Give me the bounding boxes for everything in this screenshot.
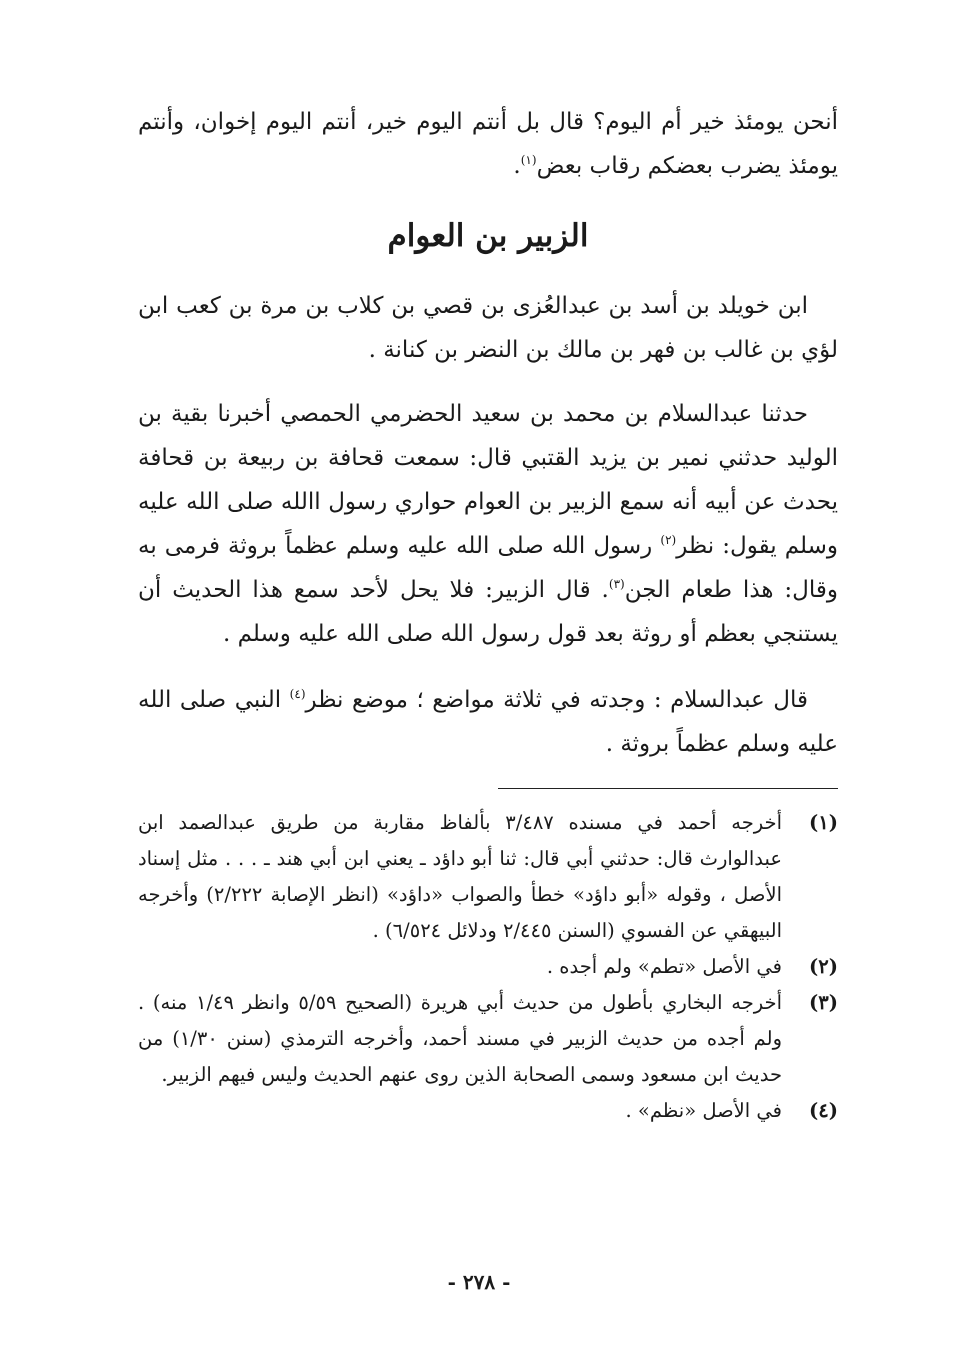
remark-part-1: قال عبدالسلام : وجدته في ثلاثة مواضع ؛ موضع نظر	[305, 687, 808, 713]
page-body	[138, 100, 838, 1129]
remark-part-2: النبي صلى الله عليه وسلم عظماً بروثة .	[138, 687, 838, 757]
footnote-item	[138, 949, 838, 985]
section-heading: الزبير بن العوام	[387, 218, 589, 254]
hadith-paragraph	[138, 392, 838, 656]
footnote-ref-4[interactable]: (٤)	[289, 687, 306, 701]
footnote-text: أخرجه البخاري بأطول من حديث أبي هريرة (الصحيح ٥/٥٩ وانظر ١/٤٩ منه) . ولم أجده من حديث الزبير في مسند أحمد، وأخرجه الترمذي (سنن ١/٣٠) من حديث ابن مسعود وسمى الصحابة الذين روى عنهم الحديث وليس فيهم الزبير.	[138, 991, 782, 1086]
remark-paragraph	[138, 678, 838, 766]
footnote-number: (٢)	[809, 955, 838, 978]
hadith-part-1: حدثنا عبدالسلام بن محمد بن سعيد الحضرمي الحمصي أخبرنا بقية بن الوليد حدثني نمير بن يزيد القتبي قال: سمعت قحافة بن ربيعة بن قحافة يحدث عن أبيه أنه سمع الزبير بن العوام حواري رسول االله صلى الله عليه وسلم يقول: نظر	[138, 401, 838, 559]
footnote-ref-3[interactable]: (٣)	[608, 577, 625, 591]
footnote-number: (٤)	[809, 1099, 838, 1122]
footnote-item	[138, 1093, 838, 1129]
intro-text: أنحن يومئذ خير أم اليوم؟ قال بل أنتم اليوم خير، أنتم اليوم إخوان، وأنتم يومئذ يضرب بعضكم رقاب بعض	[138, 109, 838, 179]
hadith-part-2: رسول الله صلى الله عليه وسلم عظماً بروثة فرمى به وقال: هذا طعام الجن	[138, 533, 838, 603]
intro-end: .	[513, 153, 521, 179]
footnote-text: في الأصل «نظم» .	[625, 1099, 782, 1122]
footnote-number: (١)	[809, 811, 838, 834]
intro-paragraph	[138, 100, 838, 188]
footnote-item	[138, 985, 838, 1093]
footnote-item	[138, 805, 838, 949]
footnote-text: أخرجه أحمد في مسنده ٣/٤٨٧ بألفاظ مقاربة من طريق عبدالصمد ابن عبدالوارث قال: حدثني أبي قال: ثنا أبو داؤد ـ يعني ابن أبي هند ـ . . . مثل إسناد الأصل ، وقوله «أبو داؤد» خطأ والصواب «داؤد» (انظر الإصابة ٢/٢٢٢) وأخرجه البيهقي عن الفسوي (السنن ٢/٤٤٥ ودلائل ٦/٥٢٤) .	[138, 811, 782, 942]
page-number: - ٢٧٨ -	[447, 1270, 511, 1294]
footnote-ref-2[interactable]: (٢)	[660, 533, 677, 547]
footnote-number: (٣)	[809, 991, 838, 1014]
footnotes-list	[138, 805, 838, 1129]
footnote-divider	[498, 788, 838, 789]
footnote-ref-1[interactable]: (١)	[520, 153, 537, 167]
hadith-part-3: . قال الزبير: فلا يحل لأحد سمع هذا الحديث أن يستنجي بعظم أو روثة بعد قول رسول الله صلى الله عليه وسلم .	[138, 577, 838, 647]
lineage-paragraph: ابن خويلد بن أسد بن عبدالعُزى بن قصي بن كلاب بن مرة بن كعب ابن لؤي بن غالب بن فهر بن مالك بن النضر بن كنانة .	[138, 293, 838, 363]
footnote-text: في الأصل «تطم» ولم أجده .	[546, 955, 782, 978]
